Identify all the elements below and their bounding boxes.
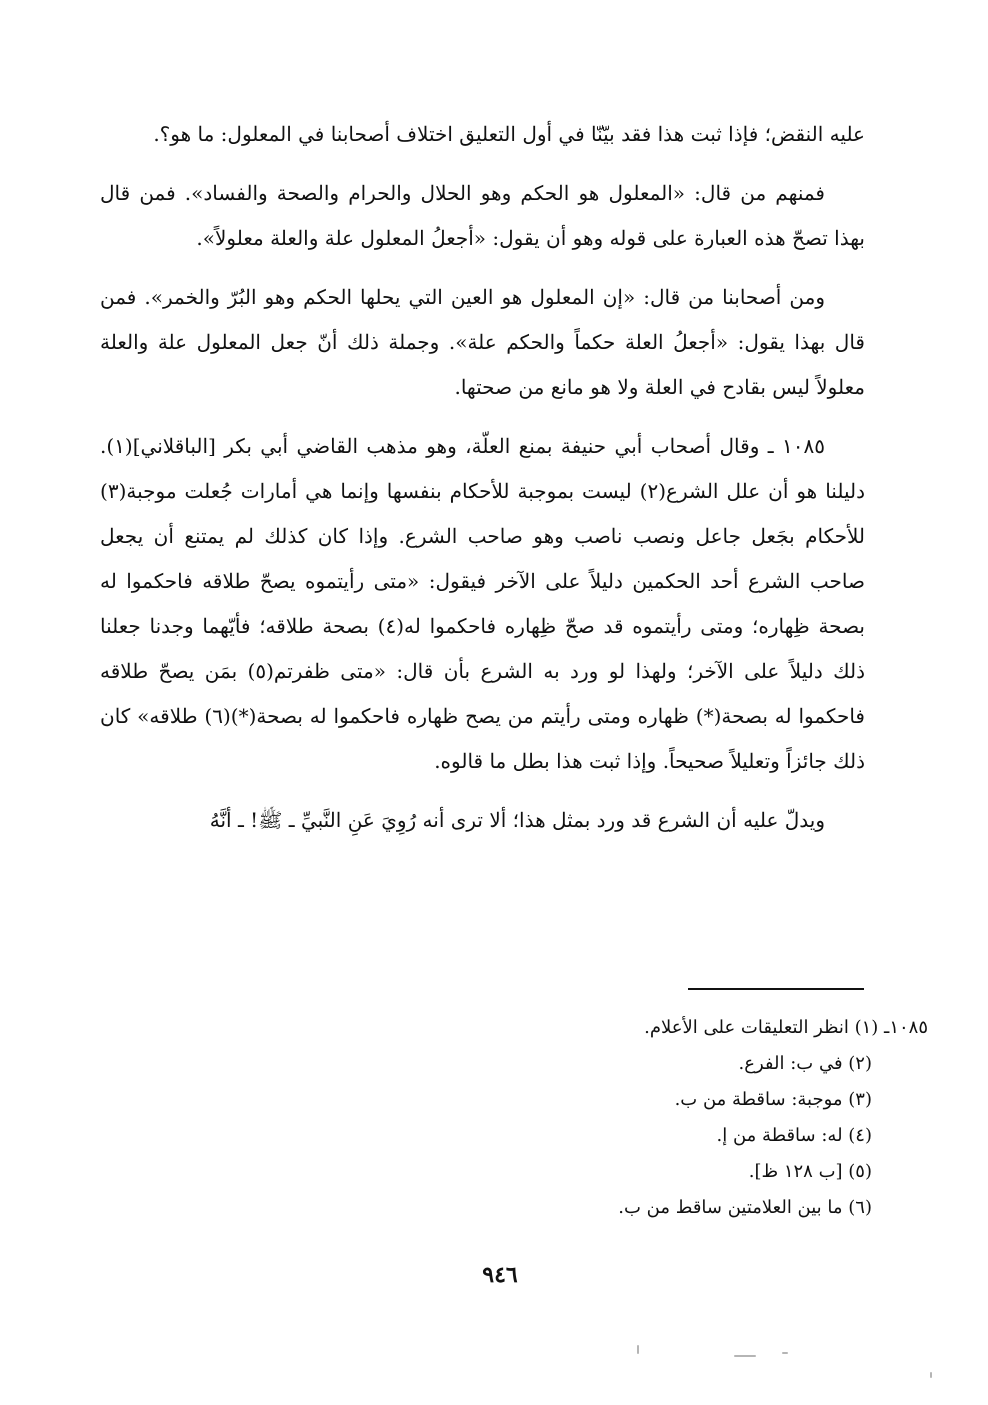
footnote-4: (٤) له: ساقطة من إ. [716,1125,872,1146]
scan-speck [930,1372,932,1378]
paragraph-4: ١٠٨٥ ـ وقال أصحاب أبي حنيفة بمنع العلّة، وهو مذهب القاضي أبي بكر [الباقلاني](١). دليلنا هو أن علل الشرع(٢) ليست بموجبة للأحكام بنفسها وإنما هي أمارات جُعلت موجبة(٣) للأحكام بجَعل جاعل ونصب ناصب وهو صاحب الشرع. وإذا كان كذلك لم يمتنع أن يجعل صاحب الشرع أحد الحكمين دليلاً على الآخر فيقول: «متى رأيتموه يصحّ طلاقه فاحكموا له بصحة ظِهاره؛ ومتى رأيتموه قد صحّ ظِهاره فاحكموا له(٤) بصحة طلاقه؛ فأيّهما وجدنا جعلنا ذلك دليلاً على الآخر؛ ولهذا لو ورد به الشرع بأن قال: «متى ظفرتم(٥) بمَن يصحّ طلاقه فاحكموا له بصحة(*) ظهاره ومتى رأيتم من يصح ظهاره فاحكموا له بصحة(*)(٦) طلاقه» كان ذلك جائزاً وتعليلاً صحيحاً. وإذا ثبت هذا بطل ما قالوه. [100,434,866,773]
page-number: ٩٤٦ [482,1262,518,1288]
footnote-1: ١٠٨٥ـ (١) انظر التعليقات على الأعلام. [644,1017,928,1038]
scan-speck [637,1345,639,1354]
paragraph-1: عليه النقض؛ فإذا ثبت هذا فقد بيّنّا في أول التعليق اختلاف أصحابنا في المعلول: ما هو؟. [153,122,865,146]
footnote-2: (٢) في ب: الفرع. [738,1053,872,1074]
main-text [100,112,865,843]
paragraph-2: فمنهم من قال: «المعلول هو الحكم وهو الحلال والحرام والصحة والفساد». فمن قال بهذا تصحّ هذه العبارة على قوله وهو أن يقول: «أجعلُ المعلول علة والعلة معلولاً». [100,181,865,250]
footnote-3: (٣) موجبة: ساقطة من ب. [674,1089,872,1110]
footnote-6: (٦) ما بين العلامتين ساقط من ب. [618,1197,872,1218]
scan-speck [734,1355,756,1357]
footnote-5: (٥) [ب ١٢٨ ظ]. [748,1161,872,1182]
footnote-separator [688,988,864,990]
footnotes [440,1010,928,1226]
paragraph-5: ويدلّ عليه أن الشرع قد ورد بمثل هذا؛ ألا ترى أنه رُوِيَ عَنِ النَّبيِّ ـ ﷺ! ـ أنَّهُ [209,808,825,832]
paragraph-3: ومن أصحابنا من قال: «إن المعلول هو العين التي يحلها الحكم وهو البُرّ والخمر». فمن قال بهذا يقول: «أجعلُ العلة حكماً والحكم علة». وجملة ذلك أنّ جعل المعلول علة والعلة معلولاً ليس بقادح في العلة ولا هو مانع من صحتها. [100,285,865,399]
scan-speck [782,1352,788,1354]
